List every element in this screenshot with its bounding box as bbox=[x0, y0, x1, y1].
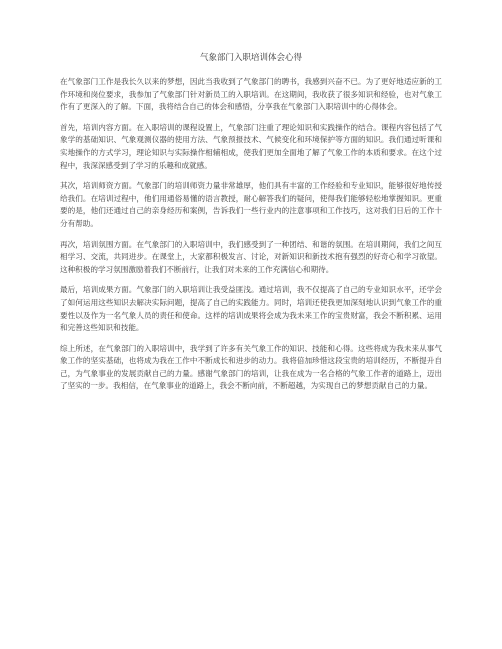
document-page bbox=[60, 52, 442, 401]
paragraph-atmosphere: 再次，培训氛围方面。在气象部门的入职培训中，我们感受到了一种团结、和谐的氛围。在培训期间，我们之间互相学习、交流，共同进步。在课堂上，大家都积极发言、讨论，对新知识和新技术抱有强烈的好奇心和学习欲望。这种积极的学习氛围激励着我们不断前行，让我们对未来的工作充满信心和期待。 bbox=[60, 239, 442, 274]
document-title: 气象部门入职培训体会心得 bbox=[199, 53, 302, 63]
paragraph-intro: 在气象部门工作是我长久以来的梦想，因此当我收到了气象部门的聘书，我感到兴奋不已。为了更好地适应新的工作环境和岗位要求，我参加了气象部门针对新员工的入职培训。在这期间，我收获了很多知识和经验，也对气象工作有了更深入的了解。下面，我将结合自己的体会和感悟，分享我在气象部门入职培训中的心得体会。 bbox=[60, 77, 442, 112]
paragraph-content: 首先，培训内容方面。在入职培训的课程设置上，气象部门注重了理论知识和实践操作的结合。课程内容包括了气象学的基础知识、气象观测仪器的使用方法、气象预报技术、气候变化和环境保护等方面的知识。我们通过听课和实地操作的方式学习，理论知识与实际操作相辅相成，使我们更加全面地了解了气象工作的本质和要求。在这个过程中，我深深感受到了学习的乐趣和成就感。 bbox=[60, 122, 442, 170]
paragraph-conclusion: 综上所述，在气象部门的入职培训中，我学到了许多有关气象工作的知识、技能和心得。这些将成为我未来从事气象工作的坚实基础，也将成为我在工作中不断成长和进步的动力。我将倍加珍惜这段宝贵的培训经历，不断提升自己，为气象事业的发展贡献自己的力量。感谢气象部门的培训，让我在成为一名合格的气象工作者的道路上，迈出了坚实的一步。我相信，在气象事业的道路上，我会不断向前，不断超越，为实现自己的梦想贡献自己的力量。 bbox=[60, 343, 442, 391]
paragraph-results: 最后，培训成果方面。气象部门的入职培训让我受益匪浅。通过培训，我不仅提高了自己的专业知识水平，还学会了如何运用这些知识去解决实际问题，提高了自己的实践能力。同时，培训还使我更加深刻地认识到气象工作的重要性以及作为一名气象人员的责任和使命。这样的培训成果将会成为我未来工作的宝贵财富，我会不断积累、运用和完善这些知识和技能。 bbox=[60, 285, 442, 333]
paragraph-teachers: 其次，培训师资方面。气象部门的培训师资力量非常雄厚，他们具有丰富的工作经验和专业知识，能够很好地传授给我们。在培训过程中，他们用通俗易懂的语言教授，耐心解答我们的疑问，使得我们能够轻松地掌握知识。更重要的是，他们还通过自己的亲身经历和案例，告诉我们一些行业内的注意事项和工作技巧，这对我们日后的工作十分有帮助。 bbox=[60, 181, 442, 228]
